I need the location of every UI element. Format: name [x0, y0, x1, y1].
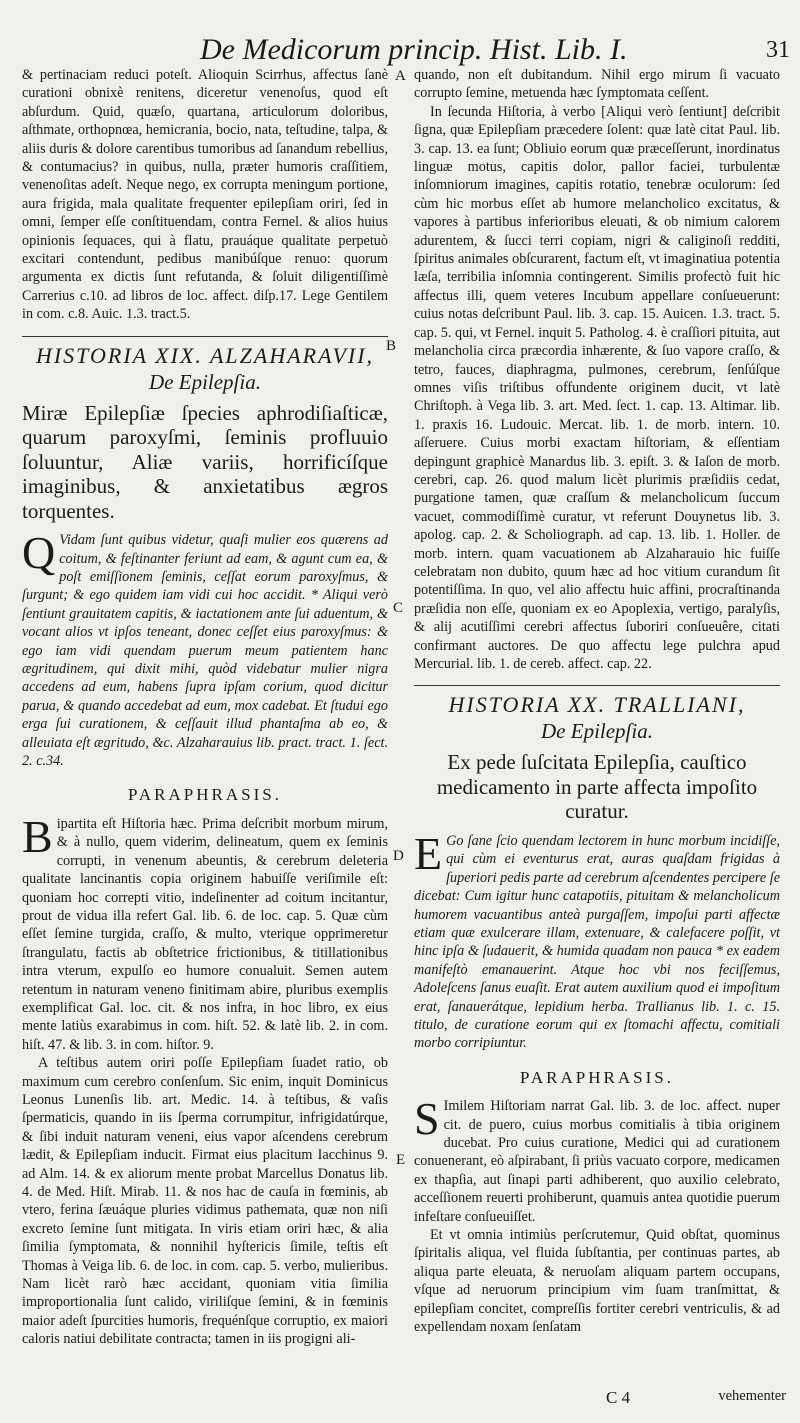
paraphrasis-heading-right: PARAPHRASIS. [520, 1067, 674, 1087]
history-xix-quotation [22, 527, 388, 770]
margin-marker-b: B [386, 338, 397, 354]
history-xx-summary: Ex pede ſuſcitata Epilepſia, cauſtico medicamento in parte affecta impoſito curatur. [436, 750, 758, 824]
history-xix-quote-text: Vidam ſunt quibus videtur, quaſi mulier eos quærens ad coitum, & feſtinanter feriunt ad eam, & agunt cum ea, & poſt emiſſionem ſeminis, ceſſat eorum paroxyſmus, & ſurgunt; & ego quidem iam vidi cui hoc accidit. * Aliqui verò ſentiunt grauitatem capitis, & iactationem ante ſui aduentum, & vocant alios vt ipſos teneant, donec ceſſet eius paroxyſmus: & ego iam vidi quendam puerum meum patientem hanc ægritudinem, qui dixit mihi, quòd videbatur mulier nigra accedens ad eum, habens ſupra ipſam corium, quod dicitur parua, & quando accedebat ad eum, mox cadebat. Et ſtudui ego erga ſui curationem, & ceſſauit illud phantaſma ab eo, & alleuiata eſt ægritudo, &c. Alzaharauius lib. pract. tract. 1. ſect. 2. c.34. [22, 532, 388, 770]
running-header [200, 30, 790, 70]
history-xix-summary: Miræ Epilepſiæ ſpecies aphrodiſiaſticæ, quarum paroxyſmi, ſeminis profluuio ſoluuntur, Aliæ variis, horrificíſque imaginibus, & anxietatibus ægros torquentes. [22, 400, 388, 523]
right-second-history-commentary: In ſecunda Hiſtoria, à verbo [Aliqui verò ſentiunt] deſcribit ſigna, quæ Epilepſiam præcedere ſolent: quæ latè citat Paul. lib. 3. cap. 13. ea ſunt; Obliuio eorum quæ præceſſerunt, inordinatus linguæ motus, capitis dolor, pallor faciei, turbulentæ inſomniorum imagines, capitis rotatio, tenebræ oculorum: ſed cùm hic morbus eſſet ab humore melancholico excitatus, & vapores à partibus inferioribus eleuati, & ob nimium calorem adurentem, & ſucci terri copiam, nigri & caliginoſi redditi, ſpiritus animales obſcurarent, factum eſt, vt imaginatiua potentia læſa, terribilia inſomnia contingerent. Similis profectò fuit hic affectus illi, quem veteres Incubum appellare conſueuerunt: cuius notas deſcribunt Paul. lib. 3. cap. 15. Auicen. 1.3. tract. 5. cap. 5. qui, vt Fernel. inquit 5. Patholog. 4. è craſſiori pituita, aut melancholia circa præcordia inhærente, & ſuo vapore craſſo, & tetro, fauces, diaphragma, pulmones, cerebrum, ſenſúſque omnes viſis triſtibus offundente originem ducit, vt latè Chriſtoph. à Vega lib. 3. art. Med. ſect. 1. cap. 13. Altimar. lib. 1. praxis 16. Ludouic. Mercat. lib. 1. de morb. intern. 10. aſſeruere. Cuius morbi exactam hiſtoriam, & eſſentiam depingunt graphicè Manardus lib. 3. epiſt. 3. & Iaſon de morb. cerebri, cap. 26. quod malum licèt plurimis præſidiis cedat, purgatione tamen, quæ craſſum & melancholicum ſuccum vacuet, commodiſſimè curatur, vt referunt Douynetus lib. 3. apolog. cap. 2. & Scholiograph. ad cap. 13. lib. 1. Holler. de morb. intern. quam vacuationem ab Alzaharauio hic fuiſſe celebratam non dubito, quum hæc ad hoc vitium curandum ſit potentiſſima. In quo, vel alio affectu huic affini, procraſtinanda præſidia non eſſe, quoniam ex eo Apoplexia, vertigo, paralyſis, & alij acutiſſimi cerebri affectus ſuboriri conſueuêre, citati confirmant auctores. De quo affectu lege pulchra apud Mercurial. lib. 1. de cereb. affect. cap. 22. [414, 103, 780, 672]
signature-mark: C 4 [606, 1388, 631, 1407]
paraphrasis-xx-paragraph-1 [414, 1093, 780, 1226]
section-rule [22, 336, 388, 337]
right-continued-paragraph: quando, non eſt dubitandum. Nihil ergo mirum ſi vacuato corrupto ſemine, metuenda hæc ſymptomata ceſſent. [414, 67, 780, 102]
left-column [22, 66, 388, 1349]
paraphrasis-xx-paragraph-2: Et vt omnia intimiùs perſcrutemur, Quid obſtat, quominus ſpiritalis aliqua, vel fluida ſubſtantia, per continuas partes, ab aliqua parte eleuata, & neruoſam aliquam partem occupans, vſque ad neruorum principium vim ſuam tranſmittat, & epilepſiam concitet, compreſſis fortiter cerebri ventriculis, & ad expellendam noxam ſenſatam [414, 1227, 780, 1336]
paraphrasis-xix-paragraph-2: A teſtibus autem oriri poſſe Epilepſiam ſuadet ratio, ob maximum cum cerebro conſenſum. Sic enim, inquit Dominicus Leonus Lunenſis lib. art. Medic. 14. à teſtibus, & vaſis ſpermaticis, quando in iis ſperma corrumpitur, infrigidatúrque, & ſibi induit naturam veneni, eius vapor aſcendens cerebrum lædit, & Epilepſiam inducit. Firmat eius placitum Iacchinus 9. ad Alm. 14. & ex aliorum mente probat Marcellus Donatus lib. 4. de Med. Hiſt. Mirab. 11. & nos hac de cauſa in fœminis, ab vtero, ferina ſæuáque pluries vidimus pathemata, quæ non niſi excreto ſemine ſunt mitigata. In viris etiam oriri hæc, & alia ſimilia ſymptomata, & nonnihil hyſtericis ſimile, teſtis eſt Thomas à Veiga lib. 6. de loc. in com. cap. 5. verbo, mulieribus. Nam licèt rarò hæc accidant, quoniam vitia ſimilia improportionalia ſunt calido, viriliſque ſemini, & in fœminis maior adeſt ſpurcities humoris, frequénſque corruptio, ex maiori caloris natiui debilitate contracta; tamen in iis progigni ali- [22, 1055, 388, 1348]
section-rule [414, 685, 780, 686]
paraphrasis-xix-text-1: ipartita eſt Hiſtoria hæc. Prima deſcribit morbum mirum, & à nullo, quem viderim, delineatum, quem ex ſeminis corrupti, in venenum abeuntis, & cerebrum deleteria qualitate lancinantis copia originem habuiſſe veriſimile eſt: quoniam hoc correpti vitio, indeſinenter ad coitum incitantur, prout de vidua illa refert Gal. lib. 6. de loc. cap. 5. Quæ cùm eſſet ſemine turgida, craſſo, & multo, vterique opprimeretur ſtrangulatu, factis ab obſtetrice frictionibus, & titillationibus intra vterum, expulſo eo humore conualuit. Semen autem retentum in naturam veneno finitimam abire, pluribus exemplis exemplificat Gal. loc. cit. & nos infra, in hoc libro, ex eius mente latiùs exarabimus in com. hiſt. 52. & latè lib. 2. in com. hiſt. 47. & lib. 3. in com. hiſtor. 9. [22, 815, 388, 1053]
history-xx-quote-text: Go ſane ſcio quendam lectorem in hunc morbum incidiſſe, qui cùm ei eventurus erat, auras quaſdam frigidas à ſuperiori pedis parte ad cerebrum aſcendentes percipere ſe dicebat: Cum igitur hunc catapotiis, pituitam & melancholicum humorem vacuantibus anteà purgaſſem, impoſui parti affectæ etiam quæ exulcerare illam, extenuare, & calefacere poſſit, vt hinc ipſa & ſudauerit, & humida quadam non pauca * ex eadem manifeſtò emanauerint. Atque hoc vbi nos feciſſemus, Adoleſcens ſanus euaſit. Erat autem auxilium quod ei impoſitum erat, ſanauerátque, lepidium herba. Trallianus lib. 1. c. 15. titulo, de curatione eorum qui ex ſtomachi affectu, comitiali morbo corripiuntur. [414, 832, 780, 1052]
margin-marker-a: A [395, 68, 406, 84]
drop-cap-b: B [22, 810, 53, 862]
history-xx-quotation [414, 827, 780, 1053]
right-column [414, 66, 780, 1336]
catchword: vehementer [718, 1388, 786, 1404]
drop-cap-q: Q [22, 527, 56, 579]
running-title: De Medicorum princip. Hist. Lib. I. [200, 33, 628, 66]
drop-cap-s: S [414, 1093, 440, 1145]
drop-cap-e: E [414, 827, 443, 879]
left-continued-paragraph: & pertinaciam reduci poteſt. Alioquin Scirrhus, affectus ſanè curationi obnixè renitens, diceretur venenoſus, quod eſt abſurdum. Quid, quæſo, quartana, articulorum doloribus, aſthmate, orthopnœa, hemicrania, bocio, nata, teſtudine, talpa, & aliis duris & dolore carentibus tumoribus ad ſanandum rebellius, & contumacius? in quibus, nulla, præter humoris craſſitiem, venenoſitas adeſt. Neque nego, ex corrupta meningum portione, aura frigida, mala qualitate frequenter epilepſiam oriri, ſed in omni, ſemper eſſe conſtituendam, contra Fernel. & alios huius opinionis ſequaces, qui à flatu, prauáque qualitate perpetuò excitari contendunt, pedibus manibúſque renuo: quorum argumenta ex dictis ſunt refutanda, & ſoluit diligentiſſimè Carrerius c.10. ad libros de loc. affect. diſp.17. Lege Gentilem in com. c.8. Auic. 1.3. tract.5. [22, 67, 388, 323]
margin-marker-d: D [393, 848, 404, 864]
footer-signature [606, 1388, 786, 1408]
paraphrasis-xx-text-1: Imilem Hiſtoriam narrat Gal. lib. 3. de loc. affect. nuper cit. de puero, cuius morbus comitialis à tibia originem ducebat. Pro cuius curatione, Medici qui ad curationem conuenerant, eò aſpirabant, ſi priùs vacuato corpore, medicamen ex thapſia, aut ſinapi parti adhiberent, quo auxilio celebrato, acceſſionem reuerti prohiberunt, quamuis antea quotidie puerum infeſtare conſueuiſſet. [414, 1098, 780, 1225]
history-xix-subtitle: De Epilepſia. [149, 369, 261, 394]
history-xix-title: HISTORIA XIX. ALZAHARAVII, [35, 342, 375, 368]
history-xx-title: HISTORIA XX. TRALLIANI, [448, 692, 746, 718]
page-number: 31 [766, 37, 790, 63]
paraphrasis-heading-left: PARAPHRASIS. [128, 785, 282, 805]
paraphrasis-xix-paragraph-1 [22, 810, 388, 1054]
margin-marker-c: C [393, 600, 404, 616]
history-xx-subtitle: De Epilepſia. [541, 719, 653, 744]
margin-marker-e: E [396, 1152, 406, 1168]
